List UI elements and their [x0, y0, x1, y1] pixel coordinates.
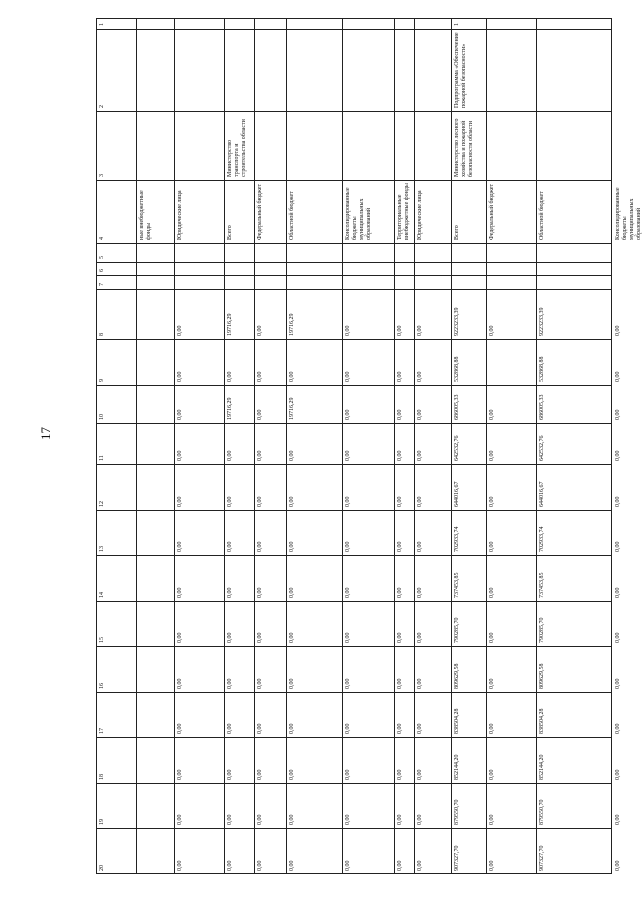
table-cell-value: 0,00	[397, 371, 403, 382]
table-cell-value: 0,00	[289, 860, 295, 871]
table-cell-value: 0,00	[345, 769, 351, 780]
table-cell-value: 0,00	[345, 814, 351, 826]
table-cell-value: 0,00	[177, 587, 183, 598]
column-header: 14	[99, 591, 105, 598]
column-header: 12	[99, 500, 105, 507]
column-divider	[96, 262, 612, 263]
table-cell-value: 0,00	[177, 325, 183, 336]
table-cell-value: 0,00	[489, 587, 495, 598]
table-cell-value: 0,00	[289, 814, 295, 826]
table-cell-value: 0,00	[615, 723, 621, 735]
table-cell-value: 737453,85	[539, 572, 545, 598]
column-header: 20	[99, 865, 105, 871]
table-cell-value: 0,00	[227, 587, 233, 598]
table-cell-value: 0,00	[257, 450, 263, 462]
table-cell-value: 0,00	[489, 409, 495, 421]
column-header: 11	[99, 455, 105, 462]
column-header: 16	[99, 682, 105, 689]
row-divider	[254, 18, 255, 874]
funding-source: Юридические лица	[177, 190, 183, 241]
column-divider	[96, 385, 612, 386]
table-cell-value: 0,00	[417, 450, 423, 462]
table-cell-value: 0,00	[345, 678, 351, 689]
table-cell-value: 0,00	[227, 723, 233, 735]
table-cell-value: 879550,70	[539, 799, 545, 826]
table-cell-value: 0,00	[177, 632, 183, 644]
table-cell-value: 838504,28	[539, 708, 545, 735]
table-cell-value: 0,00	[397, 450, 403, 462]
table-cell-value: 0,00	[489, 632, 495, 644]
table-cell-value: 9223233,39	[454, 307, 460, 336]
table-cell-value: 0,00	[177, 723, 183, 735]
column-header: 4	[99, 237, 105, 241]
table-cell-value: 0,00	[289, 450, 295, 462]
table-cell-value: 0,00	[227, 769, 233, 780]
table-cell-value: 0,00	[257, 496, 263, 507]
table-cell-value: 702933,74	[454, 526, 460, 553]
table-cell-value: 790285,70	[539, 617, 545, 644]
table-cell-value: 0,00	[397, 769, 403, 780]
row-divider	[414, 18, 415, 874]
row-divider	[394, 18, 395, 874]
table-cell-value: 0,00	[345, 325, 351, 336]
table-cell-value: 0,00	[489, 678, 495, 689]
column-divider	[96, 873, 612, 874]
table-cell-value: 0,00	[615, 450, 621, 462]
column-divider	[96, 18, 612, 19]
table-cell-value: 0,00	[257, 632, 263, 644]
table-cell-value: 0,00	[397, 325, 403, 336]
column-divider	[96, 601, 612, 602]
table-cell-value: 0,00	[257, 409, 263, 421]
column-divider	[96, 111, 612, 112]
column-header: 2	[99, 105, 105, 109]
table-cell-value: 0,00	[289, 371, 295, 382]
table-cell-value: 0,00	[227, 496, 233, 507]
column-header: 19	[99, 819, 105, 826]
table-cell-value: 0,00	[615, 496, 621, 507]
table-cell-value: 19716,29	[289, 397, 295, 421]
table-cell-value: 0,00	[397, 496, 403, 507]
column-header: 8	[99, 333, 105, 336]
column-divider	[96, 783, 612, 784]
table-cell-value: 0,00	[257, 860, 263, 871]
table-cell-value: 0,00	[177, 860, 183, 871]
table-cell-value: 532868,88	[454, 356, 460, 382]
funding-source: Областной бюджет	[539, 191, 545, 241]
column-divider	[96, 275, 612, 276]
table-cell-value: 737453,85	[454, 572, 460, 598]
table-cell-value: 0,00	[615, 409, 621, 421]
table-cell-value: 907327,70	[539, 845, 545, 871]
column-divider	[96, 555, 612, 556]
table-cell-value: 0,00	[489, 860, 495, 871]
table-cell-value: 0,00	[397, 632, 403, 644]
table-cell-value: 0,00	[397, 541, 403, 553]
funding-source: Консолидированные бюджеты муниципальных образований	[345, 187, 372, 241]
funding-source: Всего	[454, 225, 460, 241]
funding-source: Федеральный бюджет	[257, 184, 263, 241]
table-cell-value: 642532,76	[454, 435, 460, 462]
column-header: 17	[99, 728, 105, 735]
column-header: 5	[99, 255, 105, 259]
table-cell-value: 0,00	[397, 723, 403, 735]
table-cell-value: 686005,33	[454, 394, 460, 421]
column-divider	[96, 289, 612, 290]
table-cell-value: 907327,70	[454, 845, 460, 871]
table-cell-value: 0,00	[489, 814, 495, 826]
table-cell-value: 0,00	[489, 723, 495, 735]
table-cell-value: 0,00	[257, 678, 263, 689]
table-cell-value: 0,00	[345, 371, 351, 382]
table-cell-value: 0,00	[289, 632, 295, 644]
table-cell-value: 0,00	[345, 541, 351, 553]
table-cell-value: 0,00	[615, 678, 621, 689]
table-cell-value: 0,00	[489, 450, 495, 462]
column-header: 18	[99, 773, 105, 780]
table-cell-value: 0,00	[397, 678, 403, 689]
column-header: 9	[99, 378, 105, 382]
row-divider	[451, 18, 452, 874]
table-cell-value: 0,00	[257, 371, 263, 382]
table-cell-value: 0,00	[397, 409, 403, 421]
table-cell-value: 0,00	[289, 541, 295, 553]
table-cell-value: 0,00	[417, 860, 423, 871]
table-cell-value: 644016,67	[454, 481, 460, 507]
row-divider	[286, 18, 287, 874]
table-cell-value: 0,00	[227, 450, 233, 462]
column-divider	[96, 692, 612, 693]
table-cell-value: 0,00	[615, 325, 621, 336]
table-cell-value: 0,00	[177, 814, 183, 826]
table-cell-value: 0,00	[397, 587, 403, 598]
column-divider	[96, 29, 612, 30]
row-divider	[174, 18, 175, 874]
table-cell-value: 0,00	[257, 587, 263, 598]
table-cell-value: 809629,58	[539, 663, 545, 689]
column-header: 15	[99, 637, 105, 644]
table-cell-value: 0,00	[227, 371, 233, 382]
table-cell-value: 0,00	[177, 496, 183, 507]
table-cell-value: 0,00	[615, 632, 621, 644]
table-cell-value: 0,00	[417, 371, 423, 382]
table-cell-value: 0,00	[177, 678, 183, 689]
table-cell-value: 0,00	[177, 541, 183, 553]
table-cell-value: 0,00	[257, 814, 263, 826]
table-cell-value: 19716,29	[227, 397, 233, 421]
table-cell-value: 686005,33	[539, 394, 545, 421]
table-cell-value: 532868,88	[539, 356, 545, 382]
funding-source: Всего	[227, 225, 233, 241]
table-cell-value: 0,00	[177, 450, 183, 462]
table-cell-value: 0,00	[615, 814, 621, 826]
table-cell-value: 0,00	[417, 632, 423, 644]
column-header: 6	[99, 269, 105, 273]
table-cell-value: 0,00	[227, 541, 233, 553]
column-divider	[96, 339, 612, 340]
table-cell-value: 0,00	[417, 769, 423, 780]
table-cell-value: 0,00	[417, 814, 423, 826]
column-divider	[96, 464, 612, 465]
funding-source: Федеральный бюджет	[489, 184, 495, 241]
page-number: 17	[38, 427, 53, 440]
table-cell-value: 0,00	[615, 587, 621, 598]
table-cell-value: 0,00	[177, 769, 183, 780]
table-cell-value: 0,00	[177, 371, 183, 382]
table-cell-value: 0,00	[397, 860, 403, 871]
program-name: Подпрограмма «Обеспечение пожарной безопасности»	[454, 32, 467, 109]
row-divider	[536, 18, 537, 874]
table-cell-value: 0,00	[489, 325, 495, 336]
table-cell-value: 852144,20	[539, 754, 545, 780]
table-cell-value: 0,00	[289, 769, 295, 780]
table-cell-value: 809629,58	[454, 663, 460, 689]
table-cell-value: 0,00	[489, 769, 495, 780]
table-cell-value: 0,00	[397, 814, 403, 826]
table-cell-value: 0,00	[289, 723, 295, 735]
table-cell-value: 0,00	[615, 769, 621, 780]
table-cell-value: 0,00	[345, 450, 351, 462]
table-cell-value: 19716,29	[227, 313, 233, 336]
executor-name: Министерство лесного хозяйства и пожарной безопасности области	[454, 118, 474, 177]
table-cell-value: 879550,70	[454, 799, 460, 826]
row-divider	[611, 18, 612, 874]
table-cell-value: 0,00	[417, 409, 423, 421]
table-cell-value: 0,00	[489, 541, 495, 553]
table-cell-value: 0,00	[227, 814, 233, 826]
row-divider	[136, 18, 137, 874]
column-header: 3	[99, 173, 105, 177]
table-cell-value: 0,00	[489, 496, 495, 507]
table-cell-value: 0,00	[417, 325, 423, 336]
budget-table	[96, 18, 642, 874]
table-cell-value: 0,00	[289, 587, 295, 598]
table-cell-value: 0,00	[417, 587, 423, 598]
table-cell-value: 0,00	[257, 723, 263, 735]
column-divider	[96, 423, 612, 424]
funding-source: Консолидированные бюджеты муниципальных образований	[615, 187, 642, 241]
table-cell-value: 19716,29	[289, 313, 295, 336]
table-cell-value: 790285,70	[454, 617, 460, 644]
table-cell-value: 0,00	[615, 541, 621, 553]
table-cell-value: 0,00	[345, 632, 351, 644]
table-cell-value: 0,00	[417, 496, 423, 507]
column-divider	[96, 828, 612, 829]
funding-source: Областной бюджет	[289, 191, 295, 241]
column-header: 1	[99, 23, 105, 27]
table-cell-value: 0,00	[227, 632, 233, 644]
table-cell-value: 0,00	[227, 678, 233, 689]
table-cell-value: 0,00	[417, 678, 423, 689]
column-divider	[96, 737, 612, 738]
table-cell-value: 642532,76	[539, 435, 545, 462]
table-cell-value: 852144,20	[454, 754, 460, 780]
row-divider	[342, 18, 343, 874]
table-cell-value: 702933,74	[539, 526, 545, 553]
executor-name: Министерство транспорта и строительства области	[227, 118, 247, 177]
table-cell-value: 644016,67	[539, 481, 545, 507]
column-header: 10	[99, 414, 105, 421]
table-cell-value: 0,00	[257, 325, 263, 336]
column-divider	[96, 510, 612, 511]
table-cell-value: 0,00	[615, 371, 621, 382]
table-cell-value: 0,00	[289, 496, 295, 507]
funding-source: Юридические лица	[417, 190, 423, 241]
table-cell-value: 0,00	[289, 678, 295, 689]
table-cell-value: 0,00	[615, 860, 621, 871]
column-header: 7	[99, 282, 105, 286]
column-divider	[96, 180, 612, 181]
table-cell-value: 0,00	[345, 723, 351, 735]
table-cell-value: 838504,28	[454, 708, 460, 735]
table-cell-value: 0,00	[345, 496, 351, 507]
row-number: 1	[454, 23, 460, 27]
table-cell-value: 0,00	[257, 541, 263, 553]
table-cell-value: 0,00	[177, 409, 183, 421]
funding-source: ные внебюджетные фонды	[139, 190, 152, 241]
table-cell-value: 0,00	[417, 723, 423, 735]
table-cell-value: 0,00	[345, 587, 351, 598]
row-divider	[224, 18, 225, 874]
table-cell-value: 0,00	[417, 541, 423, 553]
table-cell-value: 0,00	[345, 409, 351, 421]
column-header: 13	[99, 546, 105, 553]
row-divider	[486, 18, 487, 874]
column-divider	[96, 243, 612, 244]
funding-source: Территориальные внебюджетные фонды	[397, 183, 410, 241]
table-cell-value: 0,00	[227, 860, 233, 871]
column-divider	[96, 646, 612, 647]
row-divider	[96, 18, 97, 874]
table-cell-value: 9223233,39	[539, 307, 545, 336]
table-cell-value: 0,00	[257, 769, 263, 780]
table-cell-value: 0,00	[345, 860, 351, 871]
